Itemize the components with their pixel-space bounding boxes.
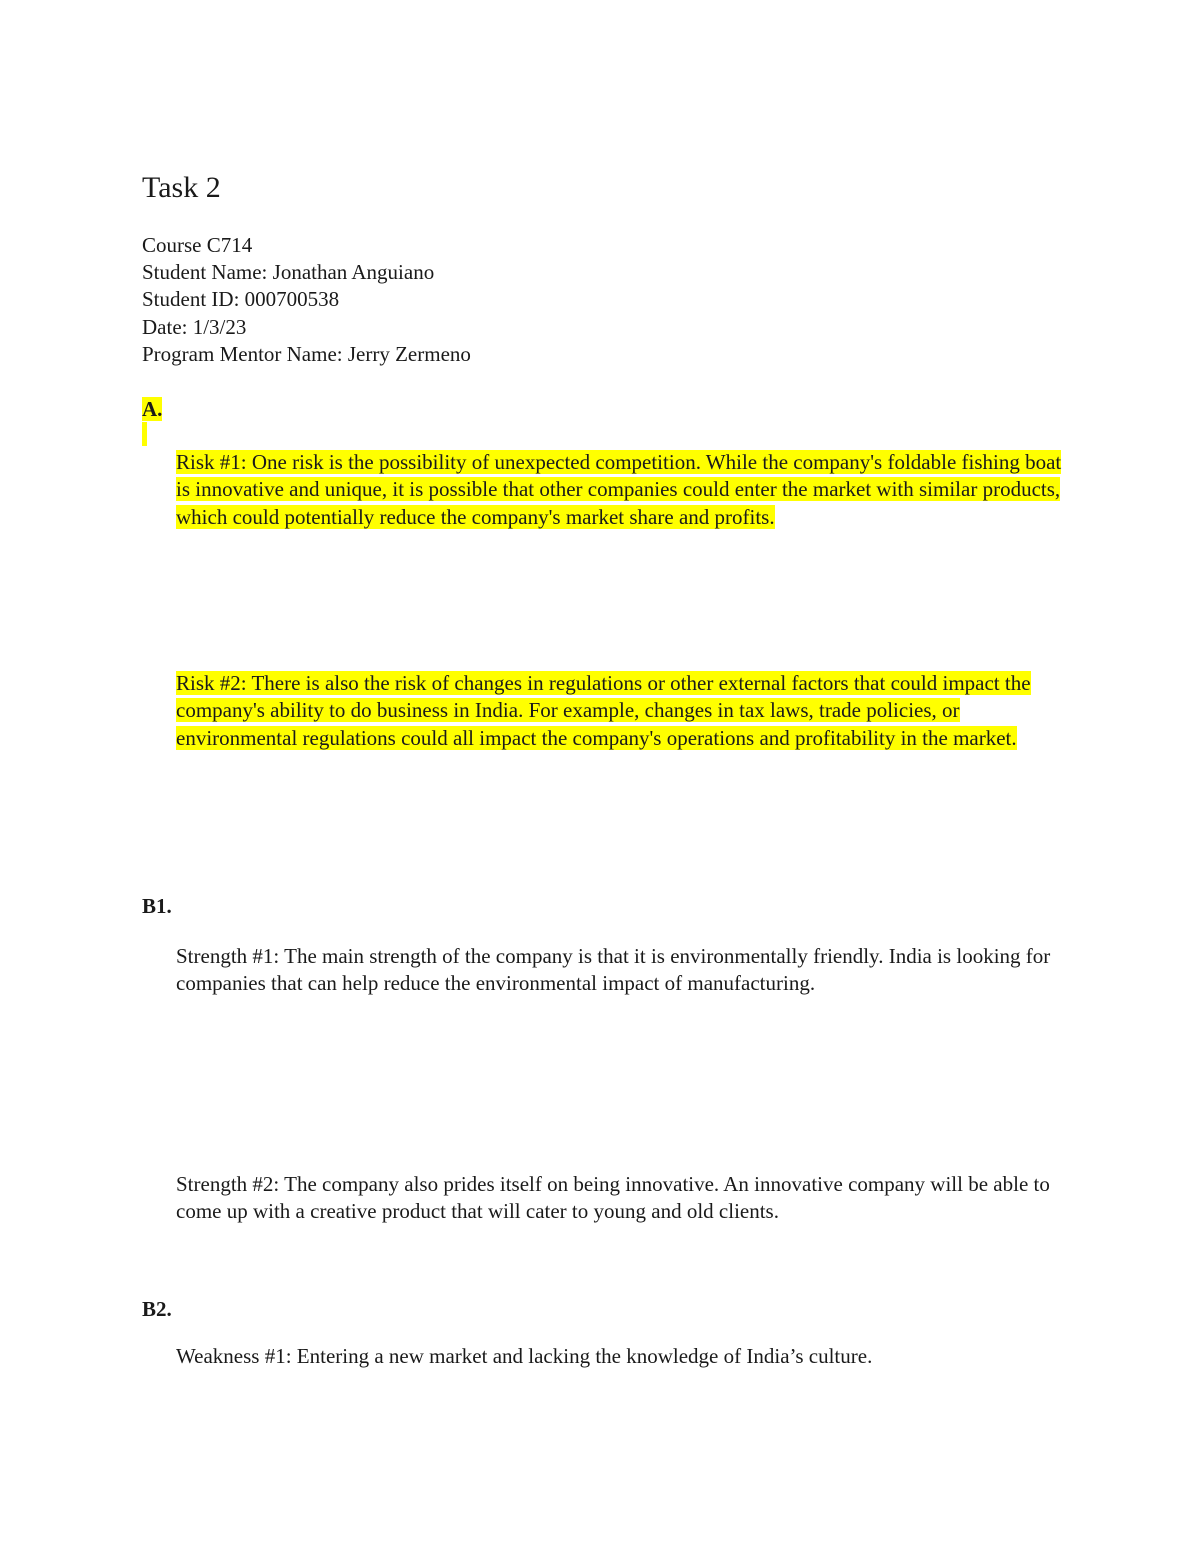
section-a-heading-text: A. — [142, 397, 163, 421]
document-title: Task 2 — [142, 171, 221, 204]
student-id-line: Student ID: 000700538 — [142, 287, 340, 312]
strength-2-paragraph: Strength #2: The company also prides itself on being innovative. An innovative company will be able to come up with a creative product that will cater to young and old clients. — [176, 1172, 1050, 1224]
highlight-marker — [142, 422, 147, 446]
section-b1-heading: B1. — [142, 894, 172, 918]
weakness-1-paragraph: Weakness #1: Entering a new market and lacking the knowledge of India’s culture. — [176, 1344, 873, 1368]
mentor-line: Program Mentor Name: Jerry Zermeno — [142, 341, 471, 366]
date-line: Date: 1/3/23 — [142, 314, 247, 339]
course-line: Course C714 — [142, 233, 253, 257]
risk-1-text: Risk #1: One risk is the possibility of unexpected competition. While the company's foldable fishing boat is innovative and unique, it is possible that other companies could enter the market with similar products, which could potentially reduce the company's market share and profits. — [176, 450, 1062, 529]
section-b2-heading: B2. — [142, 1297, 172, 1321]
risk-2-text: Risk #2: There is also the risk of changes in regulations or other external factors that could impact the company's ability to do business in India. For example, changes in tax laws, trade policies, or environmental regulations could all impact the company's operations and profitability in the market. — [176, 671, 1031, 750]
risk-2-paragraph — [176, 670, 1066, 752]
strength-1-paragraph: Strength #1: The main strength of the company is that it is environmentally friendly. India is looking for companies that can help reduce the environmental impact of manufacturing. — [176, 944, 1051, 996]
section-a-heading — [142, 396, 162, 423]
student-info — [142, 232, 471, 368]
risk-1-paragraph — [176, 449, 1066, 531]
student-name-line: Student Name: Jonathan Anguiano — [142, 260, 435, 285]
